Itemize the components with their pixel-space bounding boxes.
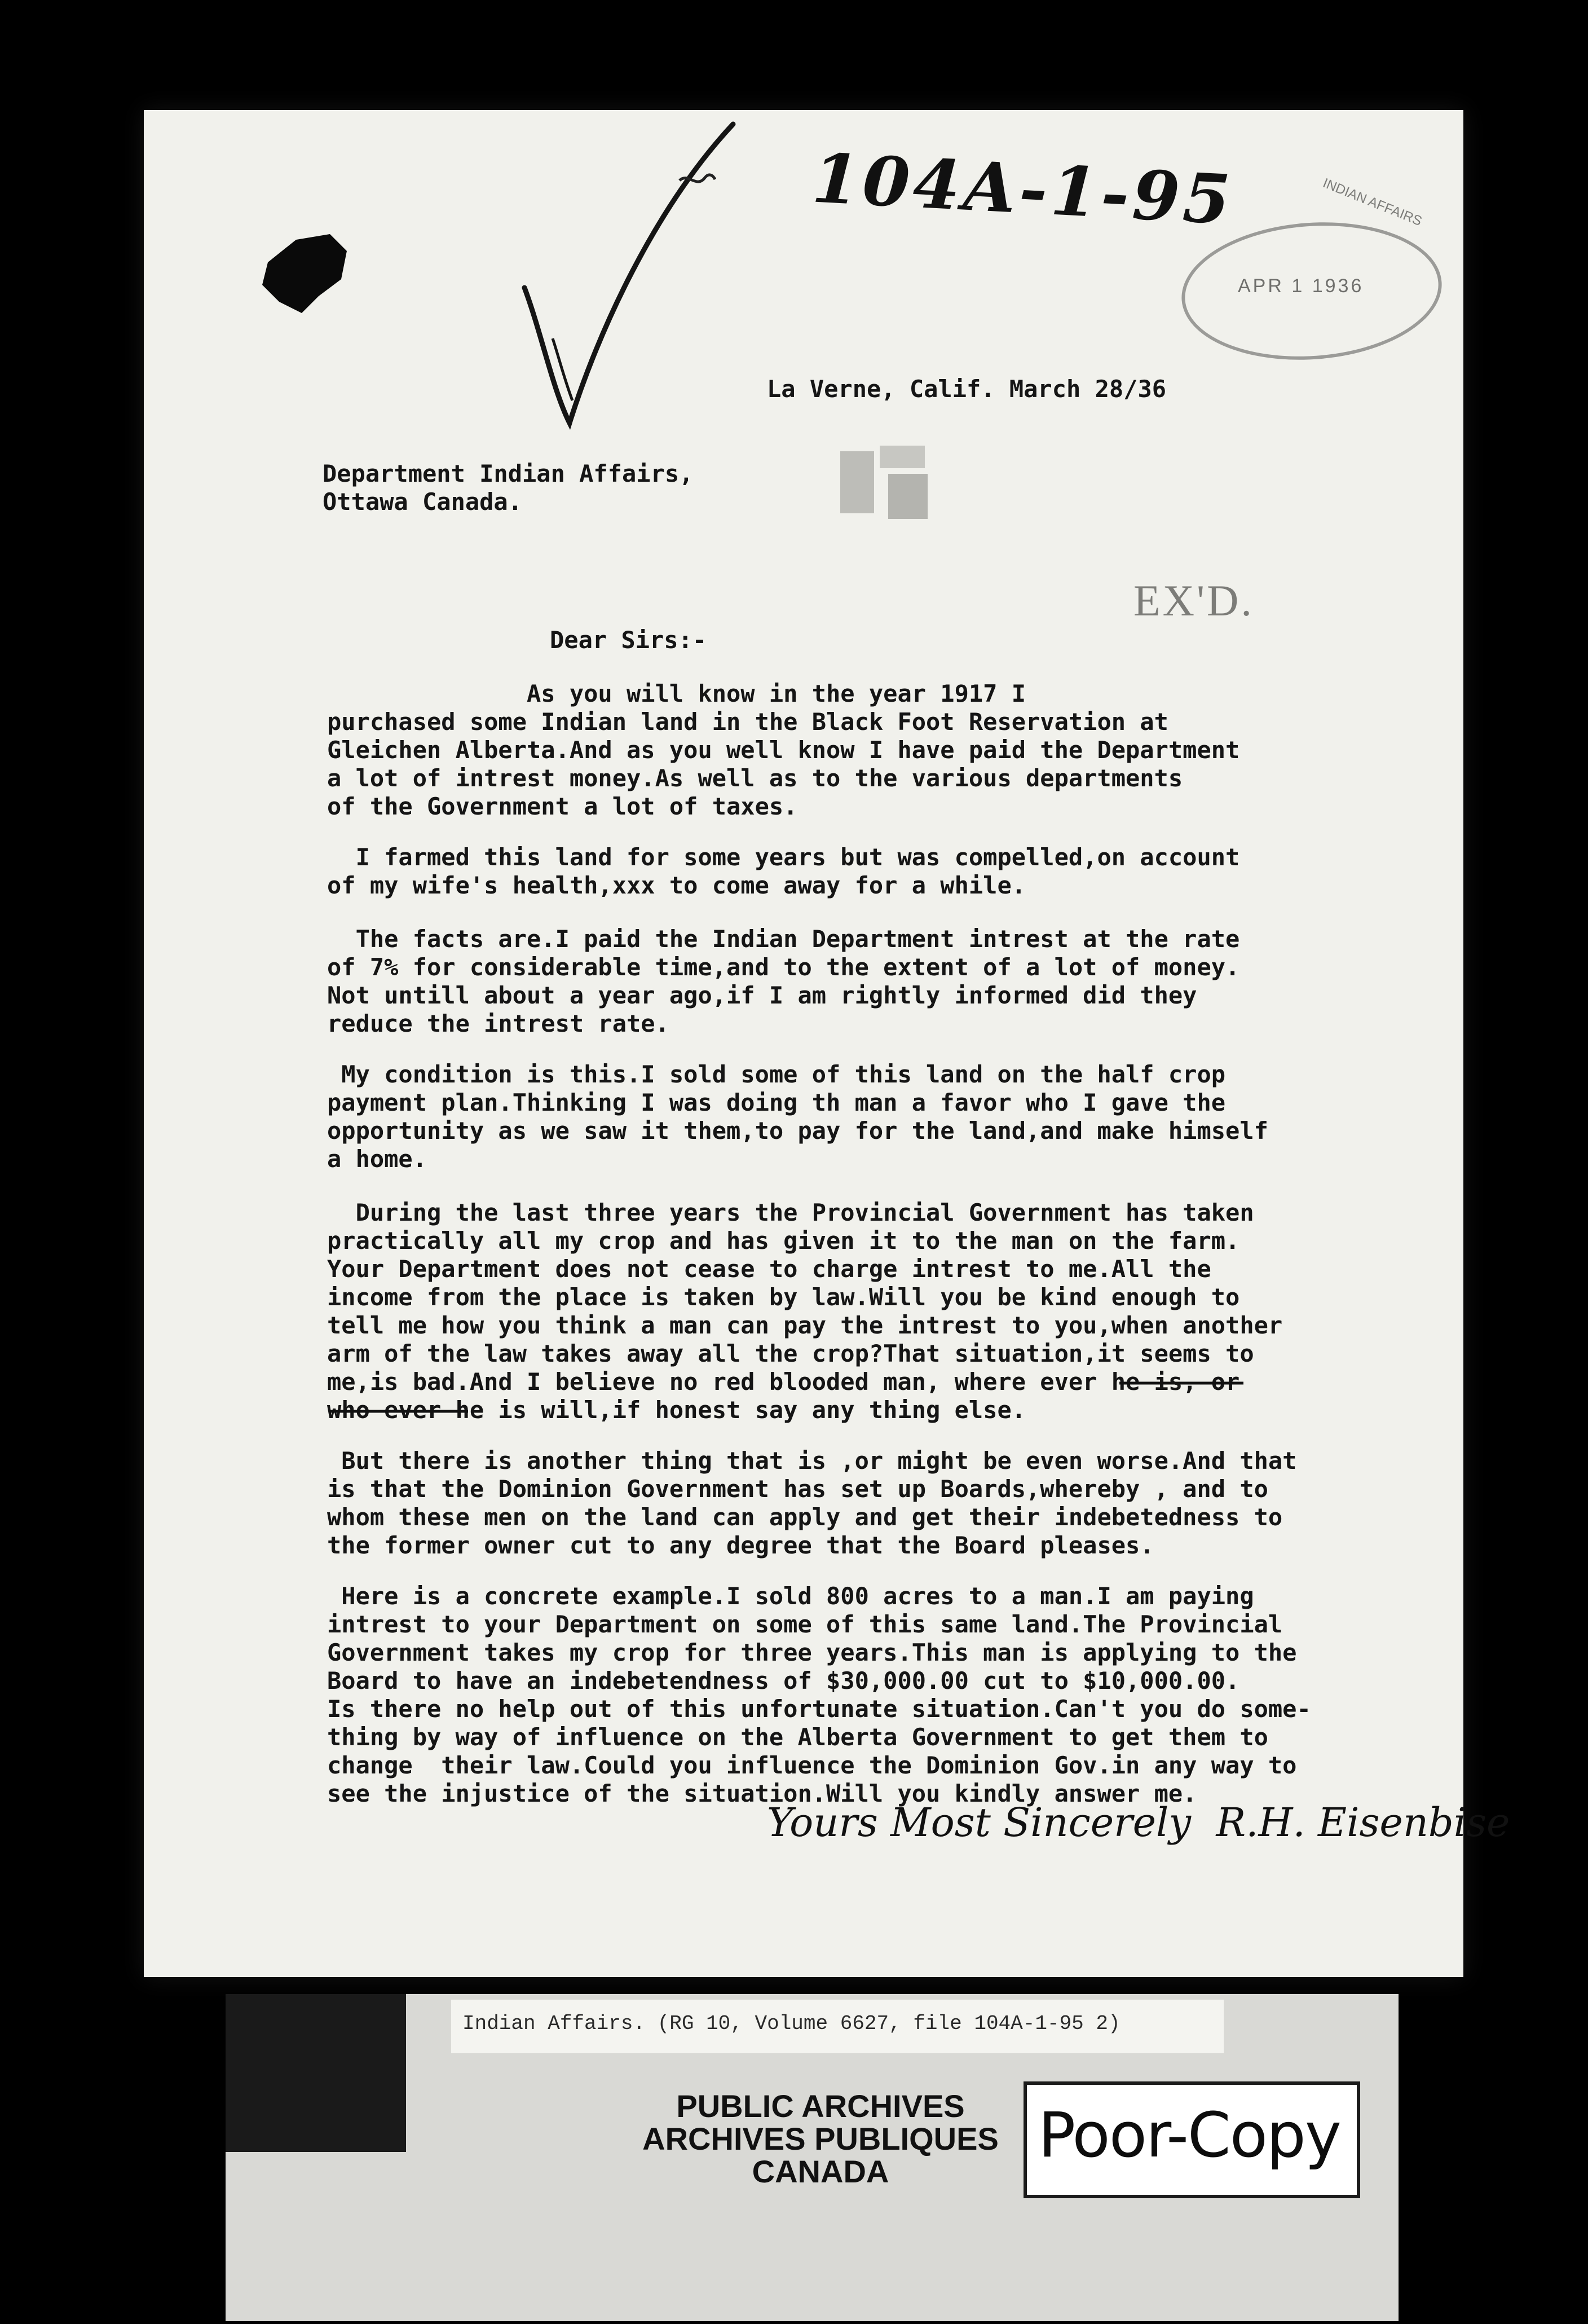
ink-blot-icon xyxy=(257,228,364,324)
letter-line: But there is another thing that is ,or might be even worse.And that xyxy=(327,1447,1297,1474)
letter-line: payment plan.Thinking I was doing th man a favor who I gave the xyxy=(327,1089,1226,1116)
letter-line: a lot of intrest money.As well as to the various departments xyxy=(327,764,1183,792)
letter-line: As you will know in the year 1917 I xyxy=(327,680,1026,707)
letter-line: Government takes my crop for three years.This man is applying to the xyxy=(327,1639,1297,1666)
signature-closing: Yours Most Sincerely R.H. Eisenbise xyxy=(767,1799,1510,1846)
public-archives-stamp xyxy=(606,2090,1035,2188)
public-archives-line-3: CANADA xyxy=(752,2154,889,2189)
file-number: 104A-1-95 xyxy=(810,138,1236,240)
squiggle-mark-icon xyxy=(677,169,716,192)
check-mark-icon xyxy=(508,118,744,434)
letter-line: My condition is this.I sold some of this land on the half crop xyxy=(327,1060,1226,1088)
salutation: Dear Sirs:- xyxy=(550,626,707,654)
poor-copy-text: Poor-Copy xyxy=(1038,2099,1340,2171)
received-stamp-date: APR 1 1936 xyxy=(1238,275,1364,297)
letter-line: Board to have an indebetendness of $30,000.00 cut to $10,000.00. xyxy=(327,1667,1240,1694)
letter-line: Not untill about a year ago,if I am rightly informed did they xyxy=(327,981,1197,1009)
letter-line: I farmed this land for some years but was compelled,on account xyxy=(327,843,1240,871)
letter-line: who ever he is will,if honest say any thing else. xyxy=(327,1396,1026,1424)
letter-line: of my wife's health,xxx to come away for a while. xyxy=(327,872,1026,899)
letter-line: Gleichen Alberta.And as you well know I have paid the Department xyxy=(327,736,1240,764)
letter-line: During the last three years the Provincial Government has taken xyxy=(327,1199,1254,1226)
letter-line: change their law.Could you influence the Dominion Gov.in any way to xyxy=(327,1751,1297,1779)
letter-line: intrest to your Department on some of this same land.The Provincial xyxy=(327,1610,1283,1638)
letter-line: opportunity as we saw it them,to pay for the land,and make himself xyxy=(327,1117,1268,1145)
letter-line: purchased some Indian land in the Black Foot Reservation at xyxy=(327,708,1168,736)
archive-reference-label xyxy=(451,2000,1224,2053)
public-archives-line-2: ARCHIVES PUBLIQUES xyxy=(642,2121,999,2156)
letter-line: a home. xyxy=(327,1145,427,1173)
letter-line: income from the place is taken by law.Will you be kind enough to xyxy=(327,1283,1240,1311)
letter-line: whom these men on the land can apply and get their indebetedness to xyxy=(327,1503,1283,1531)
letter-line: practically all my crop and has given it to the man on the farm. xyxy=(327,1227,1240,1255)
archive-reference: Indian Affairs. (RG 10, Volume 6627, file 104A-1-95 2) xyxy=(462,2012,1121,2035)
letter-line: me,is bad.And I believe no red blooded man, where ever he is, or xyxy=(327,1368,1240,1396)
letter-line: is that the Dominion Government has set up Boards,whereby , and to xyxy=(327,1475,1268,1503)
recipient-line-2: Ottawa Canada. xyxy=(323,488,523,516)
letter-line: see the injustice of the situation.Will you kindly answer me. xyxy=(327,1780,1197,1807)
place-date: La Verne, Calif. March 28/36 xyxy=(767,375,1167,403)
letter-line: the former owner cut to any degree that the Board pleases. xyxy=(327,1531,1154,1559)
letter-line: Your Department does not cease to charge intrest to me.All the xyxy=(327,1255,1211,1283)
archive-strip-shadow xyxy=(226,1994,406,2152)
letter-line: reduce the intrest rate. xyxy=(327,1010,669,1037)
examined-mark: EX'D. xyxy=(1133,576,1254,625)
letter-line: Is there no help out of this unfortunate situation.Can't you do some- xyxy=(327,1695,1311,1723)
smudge-mark-icon xyxy=(835,440,942,525)
letter-line: of 7% for considerable time,and to the extent of a lot of money. xyxy=(327,953,1240,981)
received-stamp-header: INDIAN AFFAIRS xyxy=(1320,175,1424,230)
recipient-line-1: Department Indian Affairs, xyxy=(323,460,694,487)
letter-line: The facts are.I paid the Indian Department intrest at the rate xyxy=(327,925,1240,953)
underline-marks xyxy=(327,1376,1370,1421)
letter-line: tell me how you think a man can pay the intrest to you,when another xyxy=(327,1311,1283,1339)
letter-line: of the Government a lot of taxes. xyxy=(327,793,798,820)
letter-line: Here is a concrete example.I sold 800 acres to a man.I am paying xyxy=(327,1582,1254,1610)
poor-copy-label xyxy=(1024,2081,1360,2198)
public-archives-line-1: PUBLIC ARCHIVES xyxy=(676,2088,965,2124)
letter-line: thing by way of influence on the Alberta Government to get them to xyxy=(327,1723,1268,1751)
letter-line: arm of the law takes away all the crop?That situation,it seems to xyxy=(327,1340,1254,1367)
